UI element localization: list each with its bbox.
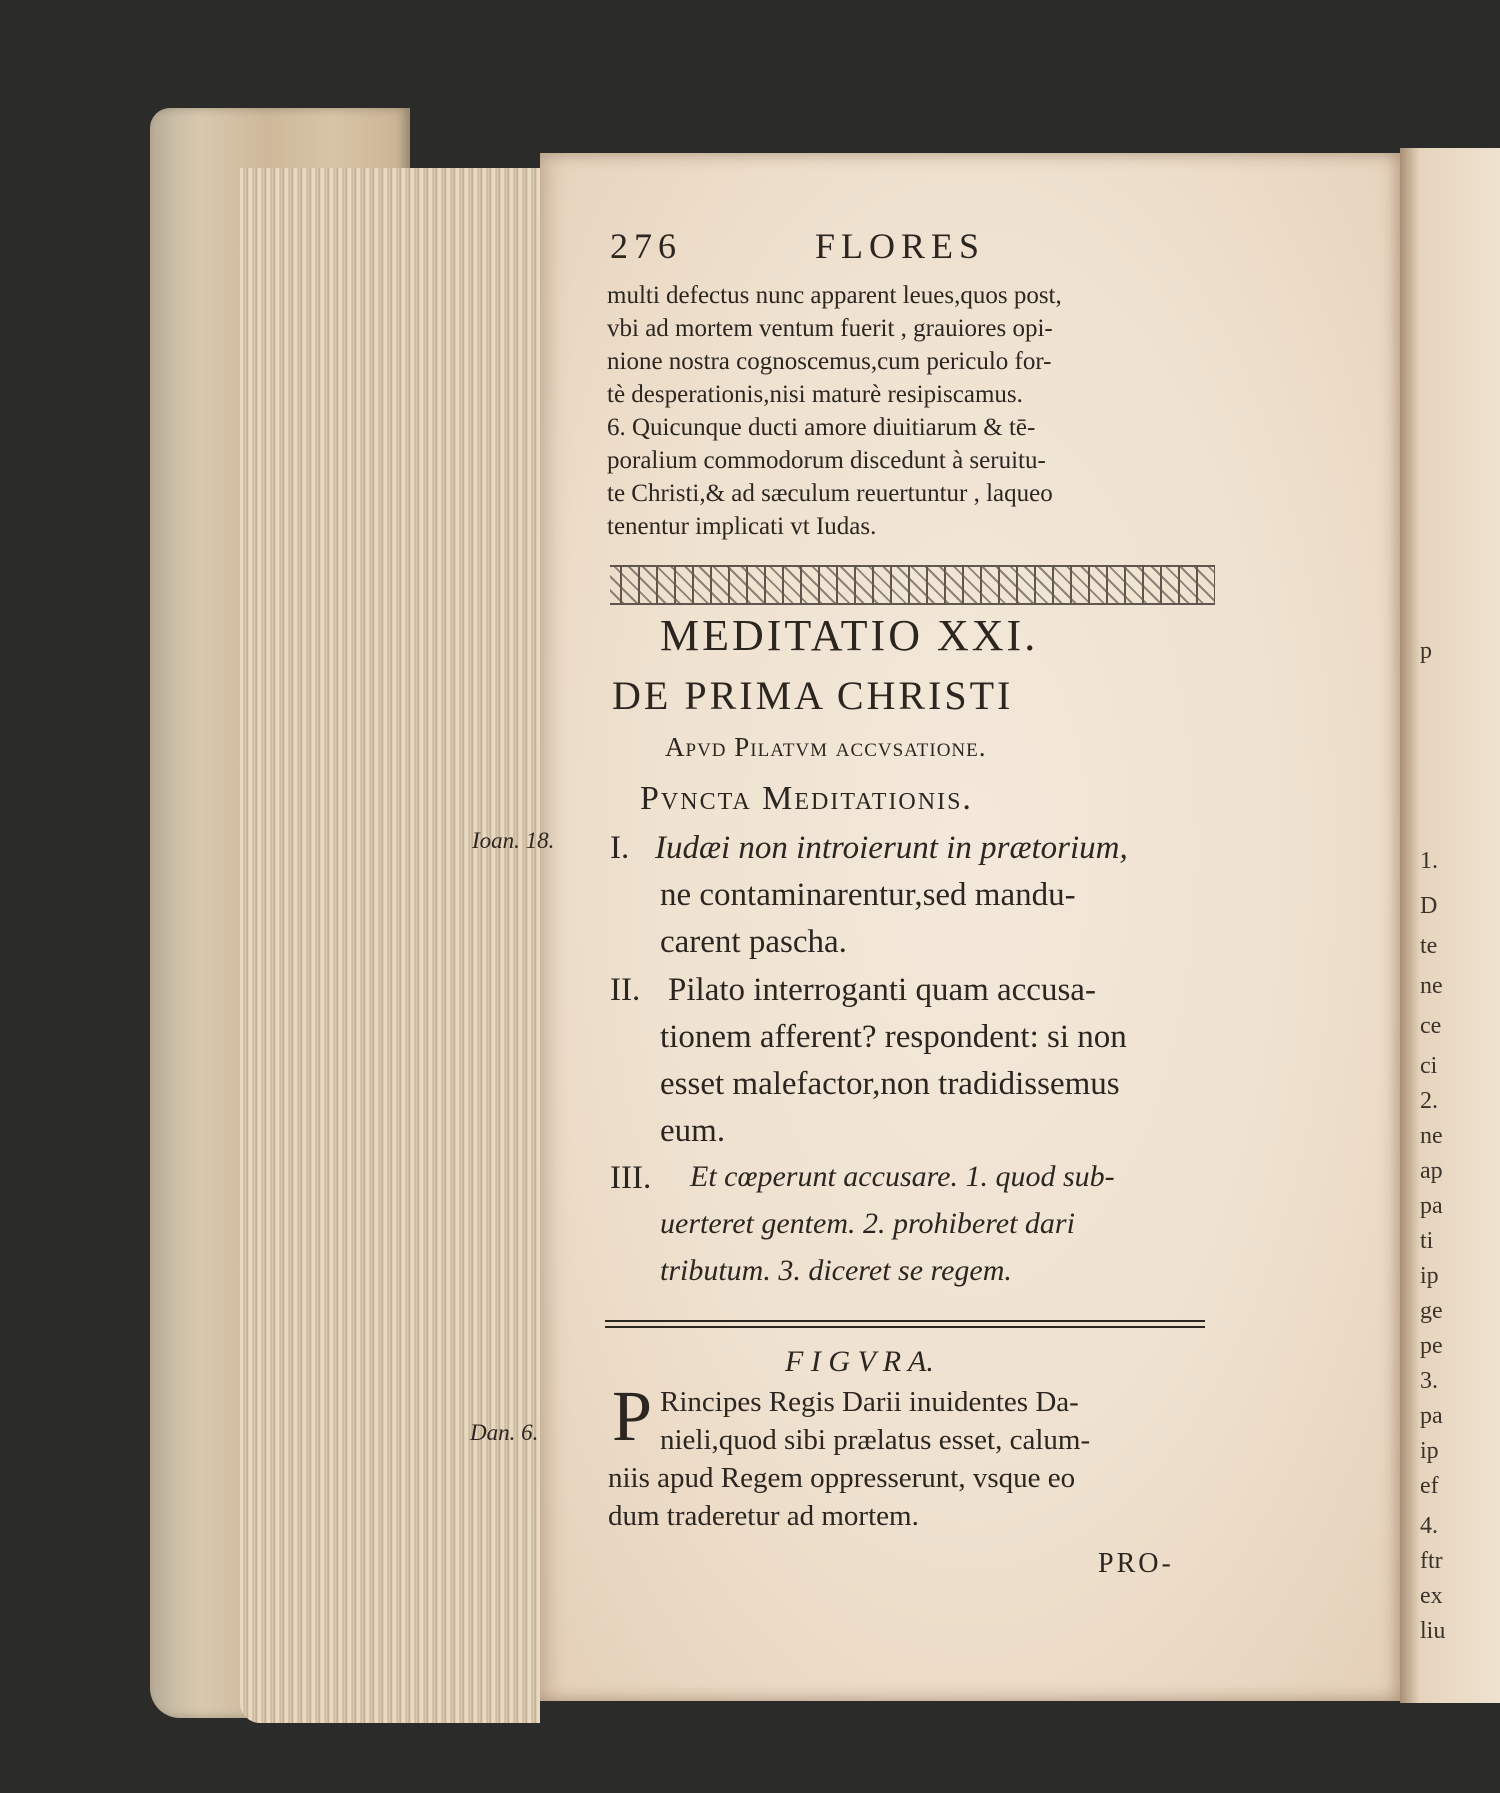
next-page-fragment: pa [1420, 1403, 1443, 1429]
next-page-fragment: D [1420, 893, 1438, 919]
next-page-fragment: ef [1420, 1473, 1439, 1499]
next-page-fragment: ap [1420, 1158, 1443, 1184]
figura-heading: F I G V R A. [785, 1345, 934, 1378]
next-page-fragment: ftr [1420, 1548, 1443, 1574]
page-number: 276 [610, 226, 682, 266]
puncta-heading: Pvncta Meditationis. [640, 780, 973, 817]
intro-line-7: te Christi,& ad sæculum reuertuntur , laqueo [607, 480, 1053, 507]
next-page-fragment: ip [1420, 1438, 1439, 1464]
next-page-fragment: ti [1420, 1228, 1434, 1254]
next-page-fragment: ci [1420, 1053, 1438, 1079]
intro-line-8: tenentur implicati vt Iudas. [607, 513, 877, 540]
point-2-line-2: tionem afferent? respondent: si non [660, 1019, 1127, 1055]
running-title: FLORES [815, 226, 986, 266]
horizontal-rule [605, 1320, 1205, 1328]
meditation-subtitle: DE PRIMA CHRISTI [612, 673, 1014, 718]
point-1-line-1: Iudæi non introierunt in prætorium, [655, 830, 1128, 866]
figura-line-2: nieli,quod sibi prælatus esset, calum- [660, 1424, 1091, 1456]
next-page-fragment: te [1420, 933, 1438, 959]
point-2-number: II. [610, 972, 641, 1008]
meditation-subtitle-2: Apvd Pilatvm accvsatione. [665, 732, 987, 762]
point-1-line-3: carent pascha. [660, 924, 847, 960]
intro-line-4: tè desperationis,nisi maturè resipiscamus. [607, 381, 1023, 408]
intro-line-5: 6. Quicunque ducti amore diuitiarum & tē- [607, 414, 1036, 441]
next-page-fragment: pe [1420, 1333, 1443, 1359]
next-page-fragment: 3. [1420, 1368, 1438, 1394]
meditation-title: MEDITATIO XXI. [660, 611, 1039, 660]
next-page-fragment: ne [1420, 973, 1443, 999]
point-2-line-1: Pilato interroganti quam accusa- [668, 972, 1096, 1008]
margin-note-dan: Dan. 6. [470, 1420, 539, 1445]
point-3-line-2: uerteret gentem. 2. prohiberet dari [660, 1207, 1075, 1240]
catchword: PRO- [1098, 1548, 1174, 1579]
point-2-line-3: esset malefactor,non tradidissemus [660, 1066, 1120, 1102]
margin-note-ioan: Ioan. 18. [472, 828, 555, 853]
intro-line-6: poralium commodorum discedunt à seruitu- [607, 447, 1046, 474]
next-page-fragment: ex [1420, 1583, 1443, 1609]
point-3-line-1: Et cœperunt accusare. 1. quod sub- [690, 1160, 1115, 1193]
intro-line-2: vbi ad mortem ventum fuerit , grauiores opi- [607, 315, 1053, 342]
next-page-fragment: pa [1420, 1193, 1443, 1219]
intro-line-3: nione nostra cognoscemus,cum periculo for- [607, 348, 1052, 375]
intro-line-1: multi defectus nunc apparent leues,quos post, [607, 282, 1062, 309]
point-1-number: I. [610, 830, 630, 866]
point-1-line-2: ne contaminarentur,sed mandu- [660, 877, 1076, 913]
next-page-fragment: ne [1420, 1123, 1443, 1149]
drop-cap: P [612, 1376, 653, 1456]
page-edges [240, 168, 540, 1723]
next-page-fragment: ge [1420, 1298, 1443, 1324]
next-page-fragment: 1. [1420, 848, 1438, 874]
point-2-line-4: eum. [660, 1113, 726, 1149]
figura-line-4: dum traderetur ad mortem. [608, 1500, 919, 1532]
next-page-fragment: liu [1420, 1618, 1446, 1644]
next-page-fragment: p [1420, 638, 1432, 664]
ornamental-band [610, 565, 1215, 605]
next-page-fragment: 4. [1420, 1513, 1438, 1539]
figura-line-1: Rincipes Regis Darii inuidentes Da- [660, 1386, 1079, 1418]
point-3-number: III. [610, 1160, 652, 1196]
figura-line-3: niis apud Regem oppresserunt, vsque eo [608, 1462, 1076, 1494]
next-page-fragment: 2. [1420, 1088, 1438, 1114]
right-page-edge [1400, 148, 1500, 1703]
next-page-fragment: ce [1420, 1013, 1442, 1039]
point-3-line-3: tributum. 3. diceret se regem. [660, 1254, 1012, 1287]
next-page-fragment: ip [1420, 1263, 1439, 1289]
